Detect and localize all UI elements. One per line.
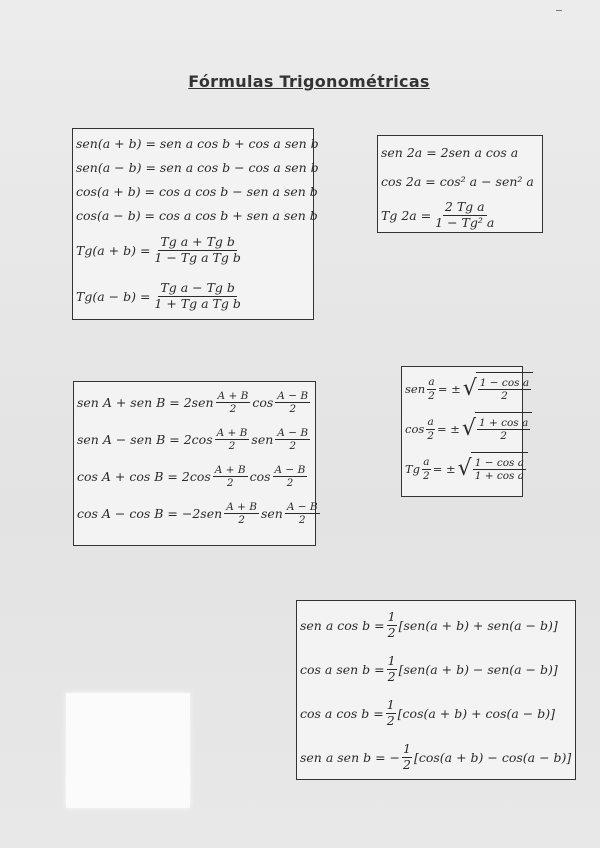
formula-cos-double: cos 2a = cos² a − sen² a <box>381 174 534 189</box>
radicand <box>476 372 533 406</box>
fraction <box>152 281 242 311</box>
formula-lhs: sen a sen b = − <box>300 749 400 765</box>
numerator: 1 + cos a <box>478 416 529 429</box>
numerator: A − B <box>274 463 306 476</box>
numerator: a <box>428 376 435 389</box>
numerator: A − B <box>277 389 309 402</box>
fraction <box>387 610 397 640</box>
formula-cos-cos-product <box>300 691 572 735</box>
fraction <box>478 377 531 402</box>
denominator: 2 <box>428 389 435 402</box>
numerator: 1 <box>387 653 396 669</box>
fraction <box>427 376 436 401</box>
formula-lhs: Tg(a + b) = <box>76 242 151 258</box>
denominator: 2 <box>286 477 294 489</box>
numerator: 1 <box>386 697 395 713</box>
denominator: 1 + Tg a Tg b <box>154 295 241 311</box>
function-name: sen <box>251 432 274 447</box>
denominator: 2 <box>423 469 430 482</box>
scan-speck <box>556 10 562 11</box>
denominator: 2 <box>289 403 297 415</box>
formula-sen-half <box>405 369 530 409</box>
fraction <box>215 427 250 452</box>
denominator: 2 <box>403 756 411 772</box>
numerator: a <box>423 456 430 469</box>
fraction <box>216 390 251 415</box>
formula-cos-minus-cos <box>77 495 318 532</box>
formula-sen-plus-sen <box>77 384 312 421</box>
numerator: Tg a − Tg b <box>160 280 235 296</box>
fraction <box>402 742 412 772</box>
function-name: sen <box>260 506 283 521</box>
denominator: 1 − Tg a Tg b <box>154 249 241 265</box>
formula-rhs: [cos(a + b) + cos(a − b)] <box>397 705 555 721</box>
formula-sen-minus-sen <box>77 421 312 458</box>
formula-lhs: cos A + cos B = 2cos <box>77 469 211 484</box>
function-name: cos <box>249 469 271 484</box>
numerator: A + B <box>226 500 257 513</box>
formula-cos-diff: cos(a − b) = cos a cos b + sen a sen b <box>76 207 318 223</box>
square-root <box>462 412 532 446</box>
formula-lhs: cos A − cos B = −2sen <box>77 506 223 521</box>
denominator: 2 <box>501 390 508 402</box>
radical-sign: √ <box>462 376 477 401</box>
page-title: Fórmulas Trigonométricas <box>188 72 430 91</box>
function-name: sen <box>405 382 426 396</box>
denominator: 2 <box>387 624 396 640</box>
equals-plus-minus: = ± <box>436 422 460 436</box>
denominator: 2 <box>228 440 236 452</box>
equals-plus-minus: = ± <box>432 462 456 476</box>
numerator: 2 Tg a <box>444 199 485 215</box>
radicand <box>471 452 528 486</box>
formula-cos-sum: cos(a + b) = cos a cos b − sen a sen b <box>76 183 318 199</box>
numerator: A − B <box>286 500 318 513</box>
numerator: 1 <box>403 741 411 757</box>
numerator: Tg a + Tg b <box>160 234 235 250</box>
denominator: 2 <box>289 440 297 452</box>
formula-lhs: cos a cos b = <box>300 705 384 721</box>
numerator: A + B <box>217 389 249 402</box>
fraction <box>433 200 496 230</box>
half-angle-formulas-box <box>401 366 530 497</box>
equals-plus-minus: = ± <box>437 382 461 396</box>
formula-cos-half <box>405 409 529 449</box>
denominator: 1 − Tg² a <box>435 214 495 230</box>
fraction <box>426 416 435 441</box>
denominator: 2 <box>229 403 237 415</box>
fraction <box>387 654 397 684</box>
radical-sign: √ <box>457 456 472 481</box>
denominator: 2 <box>226 477 234 489</box>
formula-cos-sen-product <box>300 647 572 691</box>
sum-difference-formulas-box <box>72 128 319 320</box>
square-root <box>463 372 533 406</box>
denominator: 1 + cos a <box>474 470 525 482</box>
product-to-sum-formulas-box <box>296 600 576 780</box>
numerator: 1 <box>387 609 396 625</box>
numerator: 1 − cos a <box>474 456 525 469</box>
fraction <box>386 698 396 728</box>
numerator: A + B <box>214 463 246 476</box>
formula-lhs: sen a cos b = <box>300 617 385 633</box>
denominator: 2 <box>427 429 434 442</box>
formula-lhs: cos a sen b = <box>300 661 385 677</box>
fraction <box>285 501 320 526</box>
fraction <box>152 235 242 265</box>
fraction <box>224 501 259 526</box>
square-root <box>458 452 528 486</box>
formula-tg-sum <box>76 227 310 273</box>
formula-rhs: [cos(a + b) − cos(a − b)] <box>413 749 572 765</box>
formula-rhs: [sen(a + b) + sen(a − b)] <box>398 617 558 633</box>
formula-lhs: sen A − sen B = 2cos <box>77 432 213 447</box>
numerator: A − B <box>277 426 309 439</box>
fraction <box>213 464 248 489</box>
denominator: 2 <box>298 514 306 526</box>
function-name: cos <box>252 395 274 410</box>
fraction <box>273 464 308 489</box>
function-name: Tg <box>405 462 421 476</box>
fraction <box>477 417 530 442</box>
formula-lhs: Tg(a − b) = <box>76 288 151 304</box>
formula-rhs: [sen(a + b) − sen(a − b)] <box>398 661 558 677</box>
formula-tg-diff <box>76 273 310 319</box>
formula-cos-plus-cos <box>77 458 312 495</box>
denominator: 2 <box>386 712 395 728</box>
numerator: a <box>427 416 434 429</box>
radicand <box>475 412 532 446</box>
formula-sen-sum: sen(a + b) = sen a cos b + cos a sen b <box>76 135 319 151</box>
function-name: cos <box>405 422 425 436</box>
formula-sen-double: sen 2a = 2sen a cos a <box>381 145 519 160</box>
double-angle-formulas-box <box>377 135 543 233</box>
formula-lhs: Tg 2a = <box>381 207 432 223</box>
blank-paper-patch <box>66 693 190 808</box>
formula-sen-diff: sen(a − b) = sen a cos b − cos a sen b <box>76 159 319 175</box>
formula-sen-sen-product <box>300 735 572 779</box>
numerator: 1 − cos a <box>479 376 530 389</box>
denominator: 2 <box>238 514 245 526</box>
numerator: A + B <box>216 426 248 439</box>
fraction <box>275 390 310 415</box>
radical-sign: √ <box>461 416 476 441</box>
fraction <box>422 456 431 481</box>
sum-to-product-formulas-box <box>73 381 316 546</box>
formula-tg-double <box>381 196 539 234</box>
formula-lhs: sen A + sen B = 2sen <box>77 395 214 410</box>
formula-sen-cos-product <box>300 603 572 647</box>
formula-tg-half <box>405 449 525 489</box>
fraction <box>275 427 310 452</box>
denominator: 2 <box>387 668 396 684</box>
fraction <box>473 457 526 482</box>
denominator: 2 <box>500 430 507 442</box>
